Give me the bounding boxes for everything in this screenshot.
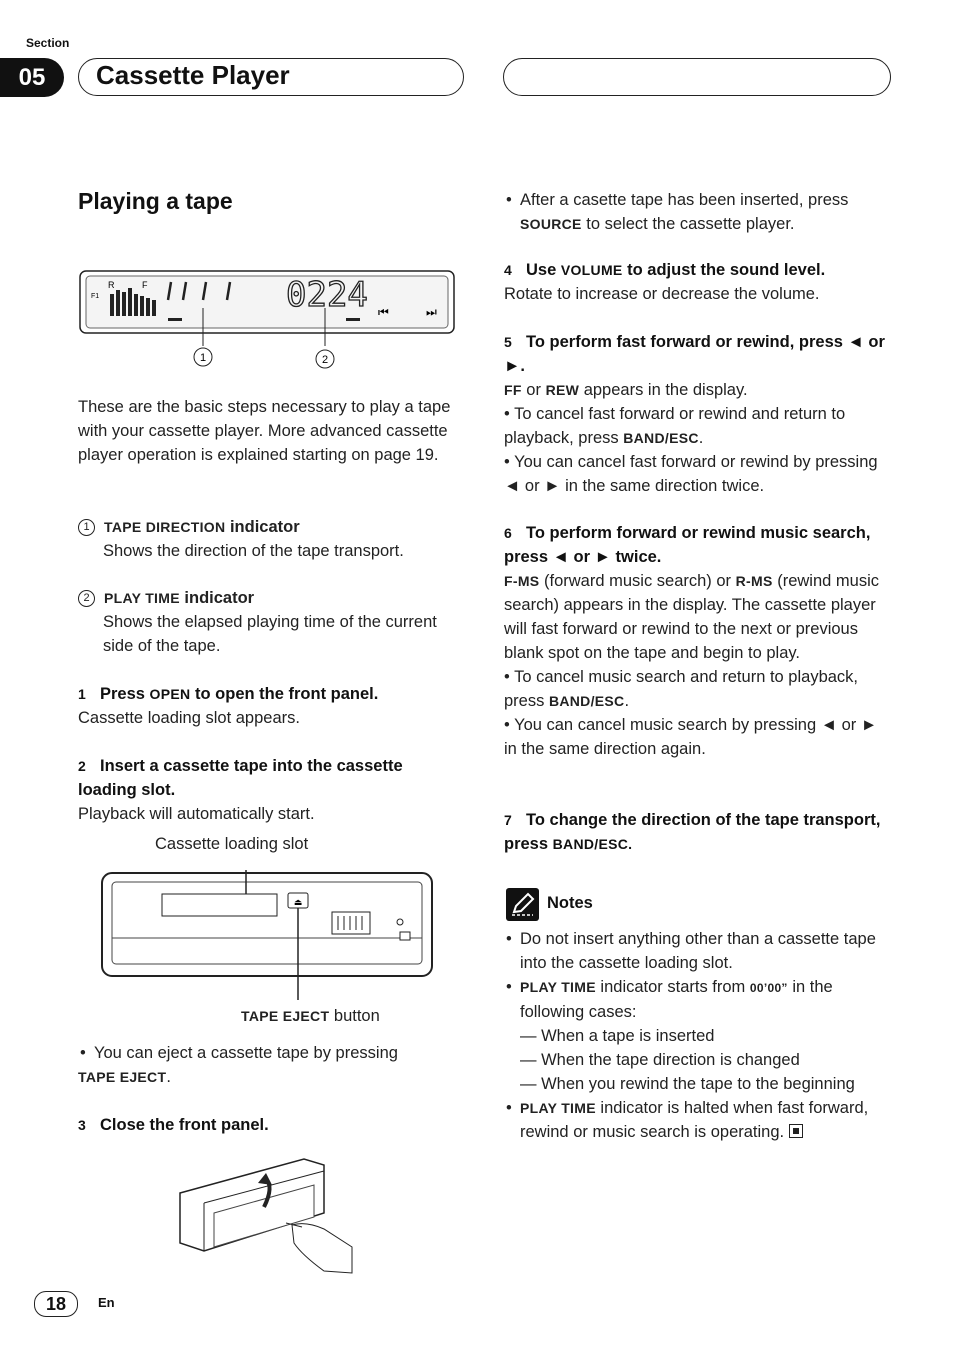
intro-paragraph: These are the basic steps necessary to play a tape with your cassette player. More advanced cassette player operation is explained starting on page 19. [78, 398, 451, 464]
callout-1: 1 [199, 352, 207, 364]
step-2: 2 Insert a cassette tape into the cassette loading slot. Playback will automatically start. [78, 757, 403, 823]
source-note: • After a casette tape has been inserted, press SOURCE to select the cassette player. [504, 188, 889, 236]
front-panel-illustration [100, 860, 436, 1005]
step-5: 5 To perform fast forward or rewind, press ◄ or ►. FF or REW appears in the display. • To cancel fast forward or rewind and return to playback, press BAND/ESC. • You can cancel fast forward or rewind by pressing ◄ or ► in the same direction twice. [504, 333, 885, 495]
page-title: Cassette Player [96, 60, 290, 90]
note-2: • PLAY TIME indicator starts from 00’00” in the following cases: — When a tape is inserted — When the tape direction is changed — When you rewind the tape to the beginning [504, 975, 894, 1096]
notes-list [504, 927, 894, 1144]
close-panel-figure [174, 1143, 360, 1278]
section-label: Section [26, 36, 70, 50]
svg-text:⏮: ⏮ [378, 305, 389, 319]
svg-text:⏏: ⏏ [293, 898, 303, 908]
section-number-badge: 05 [0, 58, 64, 97]
callout-2: 2 [321, 354, 329, 366]
slot-label: Cassette loading slot [155, 835, 309, 853]
svg-text:F: F [142, 280, 148, 290]
time-readout: 0224 [286, 275, 368, 315]
language-label: En [98, 1295, 115, 1310]
step-1: 1 Press OPEN to open the front panel. Cassette loading slot appears. [78, 685, 379, 727]
notes-heading: Notes [547, 894, 593, 912]
svg-text:F1: F1 [91, 293, 100, 300]
item-play-time: 2 PLAY TIME indicator Shows the elapsed playing time of the current side of the tape. [78, 586, 453, 658]
page-number: 18 [34, 1291, 78, 1317]
notes-pencil-icon [506, 888, 539, 921]
svg-text:⏭: ⏭ [426, 305, 437, 319]
note-3: • PLAY TIME indicator is halted when fast forward, rewind or music search is operating. [504, 1096, 894, 1144]
svg-text:R: R [108, 280, 115, 290]
title-frame-empty [503, 58, 891, 96]
heading-playing-a-tape: Playing a tape [78, 188, 233, 214]
end-mark-icon [789, 1124, 803, 1138]
eject-note: • You can eject a cassette tape by pressing TAPE EJECT. [78, 1041, 453, 1089]
close-panel-illustration [174, 1143, 360, 1278]
note-1: • Do not insert anything other than a cassette tape into the cassette loading slot. [504, 927, 894, 975]
front-panel-figure [100, 860, 436, 1005]
tape-eject-label: TAPE EJECT button [241, 1007, 380, 1025]
item-tape-direction: 1 TAPE DIRECTION indicator Shows the direction of the tape transport. [78, 515, 453, 563]
step-6: 6 To perform forward or rewind music search, press ◄ or ► twice. F-MS (forward music search) or R-MS (rewind music search) appears in the display. The cassette player will fast forward or rewind to the next or previous blank spot on the tape and begin to play. • To cancel music search and return to playback, press BAND/ESC. • You can cancel music search by pressing ◄ or ► in the same direction again. [504, 524, 879, 758]
step-4: 4 Use VOLUME to adjust the sound level. Rotate to increase or decrease the volume. [504, 261, 826, 303]
display-figure [78, 268, 458, 374]
lcd-display-illustration [78, 268, 458, 374]
step-7: 7 To change the direction of the tape transport, press BAND/ESC. [504, 811, 881, 853]
step-3: 3 Close the front panel. [78, 1116, 269, 1134]
